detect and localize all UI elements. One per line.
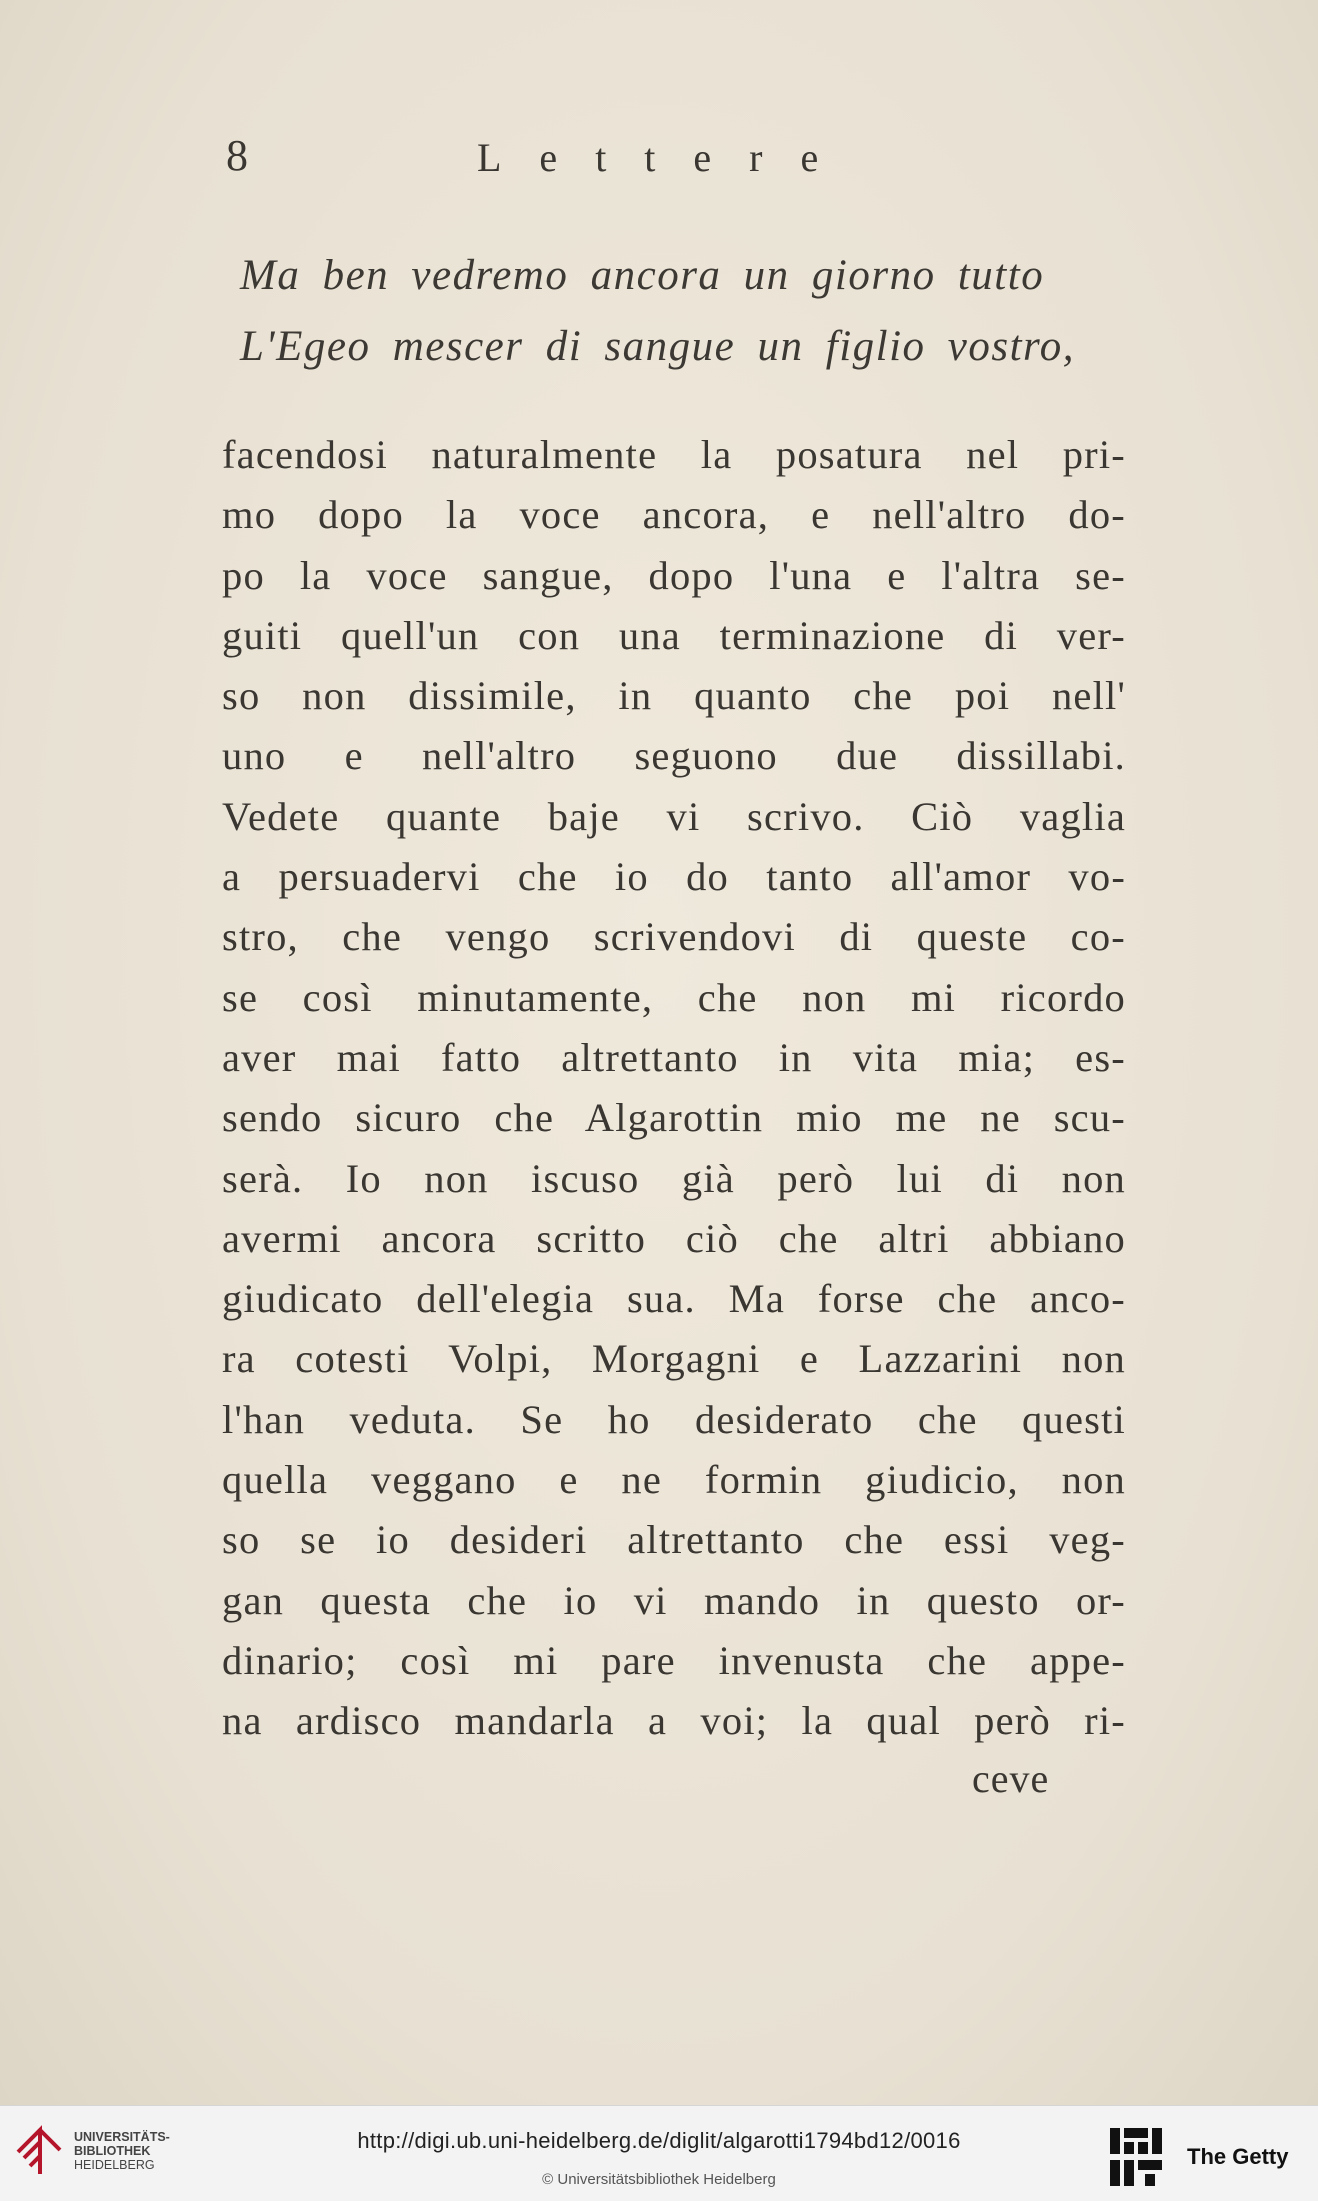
- verse-quotation: [240, 240, 1075, 382]
- permalink-url[interactable]: http://digi.ub.uni-heidelberg.de/diglit/algarotti1794bd12/0016: [357, 2128, 961, 2153]
- verse-line: L'Egeo mescer di sangue un figlio vostro,: [240, 323, 1075, 370]
- text-line: so non dissimile, in quanto che poi nell': [222, 673, 1126, 719]
- text-line: giudicato dell'elegia sua. Ma forse che anco-: [222, 1276, 1126, 1322]
- text-line: stro, che vengo scrivendovi di queste co-: [222, 914, 1126, 960]
- text-line: l'han veduta. Se ho desiderato che questi: [222, 1396, 1126, 1442]
- library-name: UNIVERSITÄTS- BIBLIOTHEK HEIDELBERG: [74, 2130, 170, 2172]
- page-number: 8: [226, 131, 248, 180]
- text-line: na ardisco mandarla a voi; la qual però ri-: [222, 1698, 1126, 1744]
- text-line: uno e nell'altro seguono due dissillabi.: [222, 733, 1126, 779]
- catchword: ceve: [972, 1756, 1050, 1801]
- getty-logo-icon: [1108, 2126, 1164, 2188]
- text-line: facendosi naturalmente la posatura nel pri-: [222, 432, 1126, 477]
- text-line: so se io desideri altrettanto che essi veg-: [222, 1517, 1126, 1563]
- text-line: a persuadervi che io do tanto all'amor vo-: [222, 854, 1126, 900]
- copyright-notice: © Universitätsbibliothek Heidelberg: [542, 2171, 776, 2188]
- text-line: sendo sicuro che Algarottin mio me ne scu-: [222, 1095, 1126, 1141]
- verse-line: Ma ben vedremo ancora un giorno tutto: [240, 252, 1045, 299]
- text-line: ra cotesti Volpi, Morgagni e Lazzarini non: [222, 1336, 1126, 1382]
- text-line: avermi ancora scritto ciò che altri abbiano: [222, 1215, 1126, 1261]
- running-head: [222, 130, 1142, 190]
- text-line: serà. Io non iscuso già però lui di non: [222, 1155, 1126, 1201]
- text-line: Vedete quante baje vi scrivo. Ciò vaglia: [222, 793, 1126, 839]
- body-text: [222, 425, 1126, 1752]
- text-line: guiti quell'un con una terminazione di ver-: [222, 612, 1126, 658]
- text-line: quella veggano e ne formin giudicio, non: [222, 1457, 1126, 1503]
- text-line: dinario; così mi pare invenusta che appe-: [222, 1637, 1126, 1683]
- text-line: aver mai fatto altrettanto in vita mia; es-: [222, 1034, 1126, 1080]
- text-line: se così minutamente, che non mi ricordo: [222, 974, 1126, 1020]
- text-line: mo dopo la voce ancora, e nell'altro do-: [222, 492, 1126, 538]
- running-head-title: Lettere: [477, 135, 857, 180]
- partner-name: The Getty: [1187, 2144, 1289, 2169]
- text-line: gan questa che io vi mando in questo or-: [222, 1577, 1126, 1623]
- viewer-footer: [0, 2105, 1318, 2201]
- text-line: po la voce sangue, dopo l'una e l'altra se-: [222, 552, 1126, 598]
